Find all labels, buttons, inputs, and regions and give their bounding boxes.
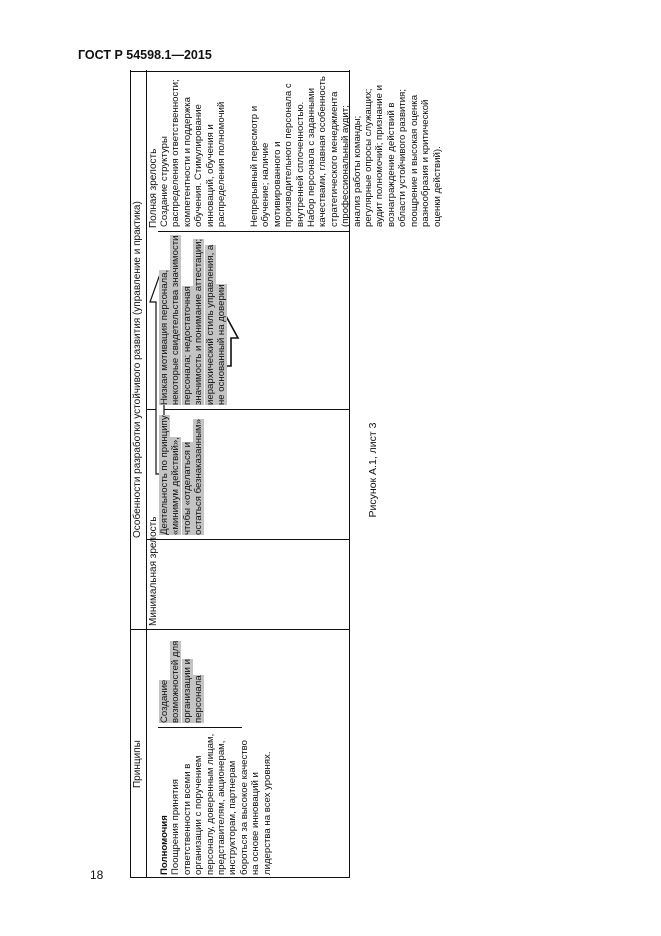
- header-min-maturity: Минимальная зрелость: [148, 516, 159, 626]
- level4-text-cell: [158, 224, 160, 230]
- level4-text: Непрерывный пересмотр и обучение; наличие мотивированного и производительного персонала с внутренней сплоченностью. Набор персонала с заданными качествами, главная особенность стратегического менеджмента (профессиональный аудит; анализ работы команды; регулярные опросы служащих; аудит полномочий; признание и вознаграждение действий в области устойчивого развития; поощрение и высокая оценка разнообразия и критической оценки действий).: [249, 76, 443, 227]
- header-principles: Принципы: [132, 740, 143, 788]
- principle-text: Поощрения принятия ответственности всеми в организации с поручением персоналу, доверенным лицам, представителям, акционерам, инструкторам, партнерам бороться за высокое качество на основе инноваций и лидерства на всех уровнях.: [170, 733, 273, 875]
- figure-caption: Рисунок А.1, лист 3: [367, 422, 379, 518]
- header-features: Особенности разработки устойчивого развития (управление и практика): [132, 201, 143, 538]
- principle-title: Полномочия: [159, 815, 170, 875]
- level3-text: Создание структуры распределения ответственности; компетентности и поддержка обучения. Стимулирование инноваций, обучения и распределения полномочий: [159, 79, 228, 227]
- rotated-level4-block: [130, 70, 350, 878]
- header-full-maturity: Полная зрелость: [148, 148, 159, 228]
- level2-text: Низкая мотивация персонала, некоторые свидетельства значимости персонала; недостаточная значимость и понимание аттестации; иерархический стиль управления, а не основанный на доверии: [159, 235, 228, 405]
- page-number: 18: [90, 868, 104, 882]
- aspect-text: Создание возможностей для организации и персонала: [159, 640, 205, 723]
- level1-text: Деятельность по принципу «минимум действий», чтобы «отделаться и остаться безнаказанным»: [159, 415, 205, 535]
- document-header: ГОСТ Р 54598.1—2015: [78, 48, 212, 62]
